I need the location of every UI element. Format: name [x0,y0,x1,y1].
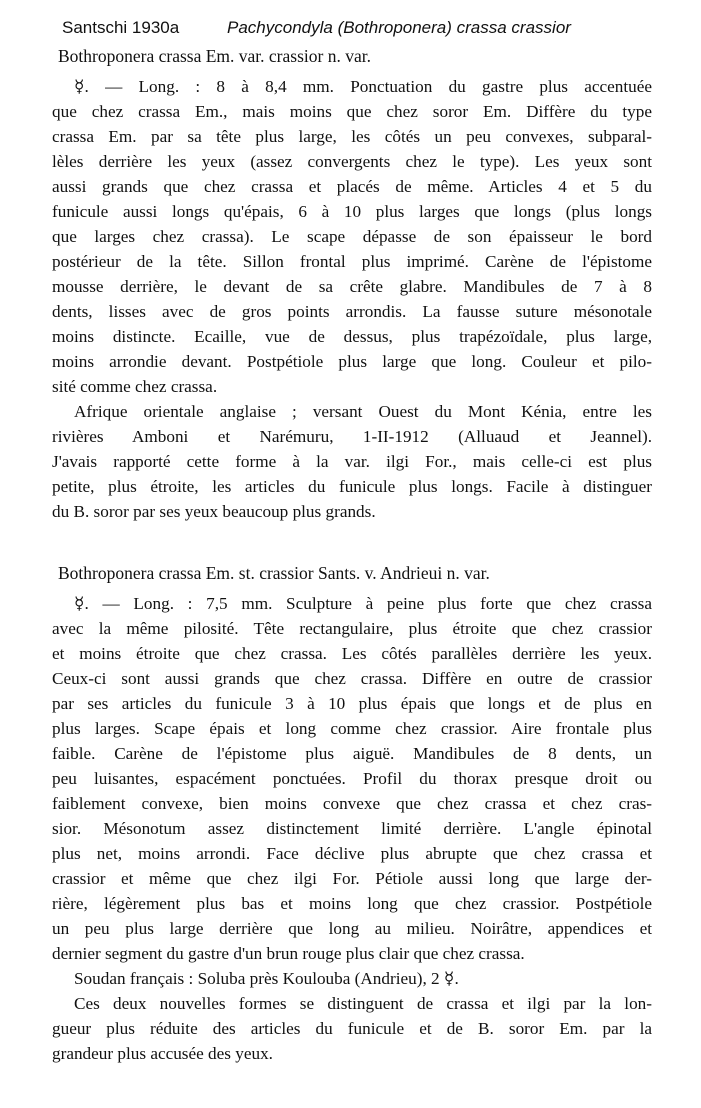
text-line: du B. soror par ses yeux beaucoup plus grands. [52,502,376,521]
text-line: crassa Em. par sa tête plus large, les côtés un peu convexes, subparal- [52,127,652,146]
text-line: funicule aussi longs qu'épais, 6 à 10 plus larges que longs (plus longs [52,202,652,221]
text-line: moins arrondie devant. Postpétiole plus large que long. Couleur et pilo- [52,352,652,371]
section2-body [52,591,652,1066]
text-line: Ces deux nouvelles formes se distinguent de crassa et ilgi par la lon- [74,994,652,1013]
text-line: Afrique orientale anglaise ; versant Ouest du Mont Kénia, entre les [74,402,652,421]
text-line: par ses articles du funicule 3 à 10 plus épais que longs et de plus en [52,694,652,713]
taxon-name: Pachycondyla (Bothroponera) crassa crassior [227,18,571,37]
text-line: dents, lisses avec de gros points arrondis. La fausse suture mésonotale [52,302,652,321]
text-line: plus net, moins arrondi. Face déclive plus abrupte que chez crassa et [52,844,652,863]
section1-title: Bothroponera crassa Em. var. crassior n. var. [58,46,371,66]
text-line: grandeur plus accusée des yeux. [52,1044,273,1063]
text-line: sior. Mésonotum assez distinctement limité derrière. L'angle épinotal [52,819,652,838]
page-header [62,18,571,38]
text-line: moins distincte. Ecaille, vue de dessus, plus trapézoïdale, plus large, [52,327,652,346]
text-line: et moins étroite que chez crassa. Les côtés parallèles derrière les yeux. [52,644,652,663]
text-line: aussi grands que chez crassa et placés de même. Articles 4 et 5 du [52,177,652,196]
text-line: que chez crassa Em., mais moins que chez soror Em. Diffère du type [52,102,652,121]
text-line: rivières Amboni et Narémuru, 1-II-1912 (Alluaud et Jeannel). [52,427,652,446]
text-line: plus larges. Scape épais et long comme chez crassior. Aire frontale plus [52,719,652,738]
text-line: J'avais rapporté cette forme à la var. ilgi For., mais celle-ci est plus [52,452,652,471]
text-line: lèles derrière les yeux (assez convergents chez le type). Les yeux sont [52,152,652,171]
section2-title: Bothroponera crassa Em. st. crassior Sants. v. Andrieui n. var. [58,563,490,583]
text-line: dernier segment du gastre d'un brun rouge plus clair que chez crassa. [52,944,525,963]
text-line: faible. Carène de l'épistome plus aiguë. Mandibules de 8 dents, un [52,744,652,763]
text-line: rière, légèrement plus bas et moins long que chez crassior. Postpétiole [52,894,652,913]
text-line: ☿. — Long. : 7,5 mm. Sculpture à peine plus forte que chez crassa [74,594,652,613]
text-line: Soudan français : Soluba près Koulouba (Andrieu), 2 ☿. [74,969,459,988]
text-line: postérieur de la tête. Sillon frontal plus imprimé. Carène de l'épistome [52,252,652,271]
text-line: Ceux-ci sont aussi grands que chez crassa. Diffère en outre de crassior [52,669,652,688]
text-line: ☿. — Long. : 8 à 8,4 mm. Ponctuation du gastre plus accentuée [74,77,652,96]
text-line: faiblement convexe, bien moins convexe que chez crassa et chez cras- [52,794,652,813]
text-line: crassior et même que chez ilgi For. Pétiole aussi long que large der- [52,869,652,888]
text-line: petite, plus étroite, les articles du funicule plus longs. Facile à distinguer [52,477,652,496]
text-line: peu luisantes, espacément ponctuées. Profil du thorax presque droit ou [52,769,652,788]
text-line: sité comme chez crassa. [52,377,218,396]
section1-body [52,74,652,524]
text-line: un peu plus large derrière que long au milieu. Noirâtre, appendices et [52,919,652,938]
text-line: gueur plus réduite des articles du funicule et de B. soror Em. par la [52,1019,652,1038]
reference-citation: Santschi 1930a [62,18,180,37]
text-line: mousse derrière, le devant de sa crête glabre. Mandibules de 7 à 8 [52,277,652,296]
text-line: que larges chez crassa). Le scape dépasse de son épaisseur le bord [52,227,652,246]
text-line: avec la même pilosité. Tête rectangulaire, plus étroite que chez crassior [52,619,652,638]
